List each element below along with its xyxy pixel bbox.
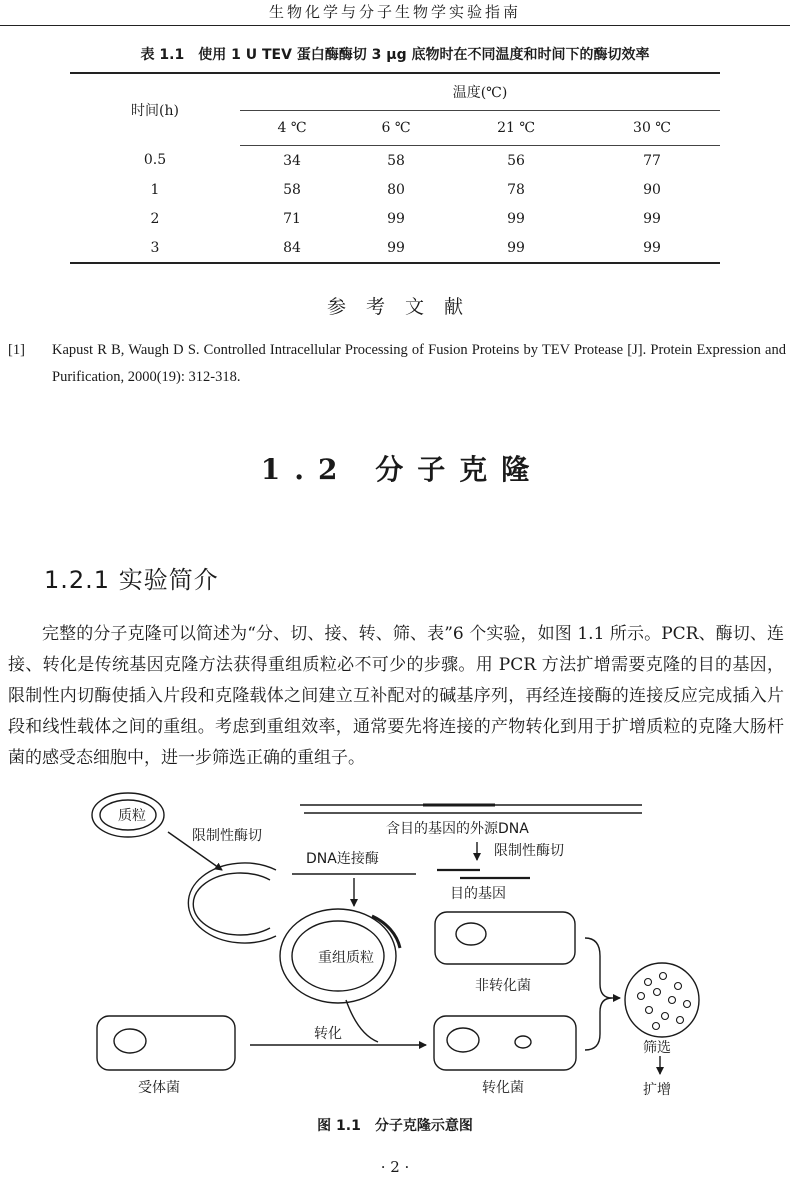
screen-label: 筛选 [643, 1040, 671, 1056]
value-cell: 58 [387, 152, 405, 169]
reference-item [8, 337, 786, 391]
value-cell: 80 [387, 181, 405, 198]
recombinant-label: 重组质粒 [318, 950, 374, 966]
temp-header: 6 ℃ [344, 111, 448, 146]
table-row [70, 204, 720, 233]
temp-header: 21 ℃ [448, 111, 584, 146]
colony [677, 1017, 684, 1024]
temp-header: 4 ℃ [240, 111, 344, 146]
colony [645, 979, 652, 986]
foreign-dna-label: 含目的基因的外源DNA [386, 821, 529, 837]
colony [660, 973, 667, 980]
value-cell: 77 [643, 152, 661, 169]
section-title: 1.2 分子克隆 [260, 453, 544, 486]
colony [653, 1023, 660, 1030]
restriction-left-label: 限制性酶切 [192, 828, 262, 844]
value-cell: 78 [507, 181, 525, 198]
transform-label: 转化 [314, 1026, 342, 1042]
value-cell: 99 [584, 233, 720, 263]
colony-group [638, 973, 691, 1030]
value-cell: 56 [507, 152, 525, 169]
table-caption [0, 44, 790, 64]
value-cell: 99 [387, 210, 405, 227]
time-cell: 0.5 [143, 152, 167, 169]
figure-caption-text: 分子克隆示意图 [374, 1118, 473, 1134]
colony [669, 997, 676, 1004]
header-rule [0, 25, 790, 26]
colony [675, 983, 682, 990]
value-cell: 99 [448, 233, 584, 263]
colony [646, 1007, 653, 1014]
plasmid-label: 质粒 [118, 808, 146, 824]
reference-text: Kapust R B, Waugh D S. Controlled Intracellular Processing of Fusion Proteins by TEV Protease [J]. Protein Expression and Purification, 2000(19): 312-318. [52, 342, 786, 385]
reference-label: [1] [8, 342, 25, 358]
recipient-label: 受体菌 [138, 1080, 180, 1096]
amplify-label: 扩增 [643, 1082, 671, 1098]
non-transformed-cell [435, 912, 575, 964]
figure-caption [0, 1115, 790, 1135]
screening-dish [625, 963, 699, 1037]
value-cell: 34 [283, 152, 301, 169]
recipient-nucleus [114, 1029, 146, 1053]
running-header: 生物化学与分子生物学实验指南 [268, 3, 521, 21]
subsection-title: 1.2.1 实验简介 [44, 566, 219, 594]
colony [654, 989, 661, 996]
non-transformed-nucleus [456, 923, 486, 945]
colony [638, 993, 645, 1000]
target-gene-label: 目的基因 [450, 886, 506, 902]
table-number: 表 1.1 [140, 47, 185, 63]
value-cell: 90 [643, 181, 661, 198]
recipient-cell [97, 1016, 235, 1070]
time-cell: 3 [70, 233, 240, 263]
time-column-header: 时间(h) [70, 73, 240, 146]
temperature-group-header: 温度(℃) [240, 73, 720, 111]
time-cell: 1 [150, 181, 160, 198]
cloning-diagram [80, 788, 720, 1108]
non-transformed-label: 非转化菌 [475, 978, 531, 994]
transformed-cell [434, 1016, 576, 1070]
page-number: · 2 · [380, 1158, 410, 1176]
value-cell: 71 [283, 210, 301, 227]
restriction-right-label: 限制性酶切 [494, 843, 564, 859]
efficiency-table [70, 72, 720, 264]
colony [684, 1001, 691, 1008]
transform-curve [346, 1000, 378, 1042]
table-row [70, 146, 720, 176]
value-cell: 58 [283, 181, 301, 198]
table-caption-text: 使用 1 U TEV 蛋白酶酶切 3 μg 底物时在不同温度和时间下的酶切效率 [198, 47, 650, 63]
body-paragraph: 完整的分子克隆可以简述为“分、切、接、转、筛、表”6 个实验，如图 1.1 所示。PCR、酶切、连接、转化是传统基因克隆方法获得重组质粒必不可少的步骤。用 PCR 方法扩增需要克隆的目的基因，限制性内切酶使插入片段和克隆载体之间建立互补配对的碱基序列，再经连接酶的连接反应完成插入片段和线性载体之间的重组。考虑到重组效率，通常要先将连接的产物转化到用于扩增质粒的克隆大肠杆菌的感受态细胞中，进一步筛选正确的重组子。 [8, 624, 784, 768]
transformed-label: 转化菌 [482, 1080, 524, 1096]
cut-plasmid-inner-arc [193, 873, 270, 935]
transformed-plasmid [515, 1036, 531, 1048]
time-cell: 2 [150, 210, 160, 227]
references-heading: 参考文献 [326, 296, 483, 318]
cloning-figure [80, 788, 720, 1108]
transformed-nucleus [447, 1028, 479, 1052]
selection-brace [585, 938, 612, 1050]
value-cell: 84 [240, 233, 344, 263]
colony [662, 1013, 669, 1020]
table-row [70, 175, 720, 204]
temp-header: 30 ℃ [584, 111, 720, 146]
table-row [70, 233, 720, 263]
value-cell: 99 [507, 210, 525, 227]
figure-number: 图 1.1 [317, 1118, 361, 1134]
value-cell: 99 [344, 233, 448, 263]
ligase-label: DNA连接酶 [306, 851, 379, 867]
value-cell: 99 [643, 210, 661, 227]
